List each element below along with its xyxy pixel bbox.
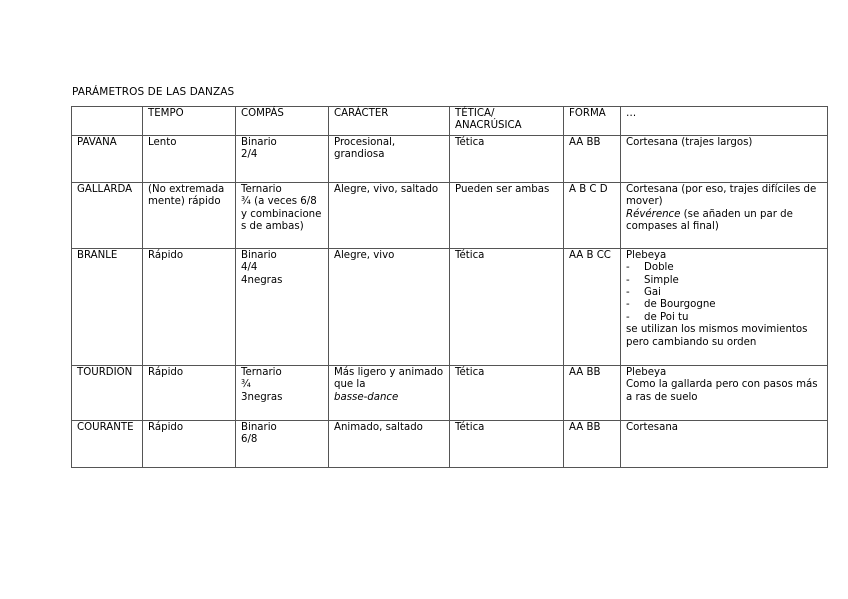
basse-dance-term: basse-dance	[334, 391, 399, 403]
compas-line: Binario	[241, 421, 277, 433]
list-dash: -	[626, 262, 630, 274]
table-row	[72, 248, 828, 365]
compas-cell	[236, 135, 329, 182]
caracter-cell	[329, 365, 450, 420]
tetica-cell: Tética	[450, 135, 564, 182]
compas-line: 3negras	[241, 391, 283, 403]
caracter-text: Más ligero y animado que la	[334, 366, 444, 391]
forma-cell: AA B CC	[564, 248, 621, 365]
notes-line: Plebeya	[626, 249, 667, 261]
table-row	[72, 135, 828, 182]
header-cell-tempo: TEMPO	[143, 107, 236, 136]
notes-line: se utilizan los mismos movimientos pero cambiando su orden	[626, 324, 808, 348]
compas-cell	[236, 365, 329, 420]
forma-cell: AA BB	[564, 365, 621, 420]
notes-line: Cortesana (por eso, trajes difíciles de mover)	[626, 183, 817, 208]
notes-line: Plebeya	[626, 366, 667, 378]
forma-cell: AA BB	[564, 420, 621, 467]
list-item: - Gai	[626, 287, 661, 299]
header-cell-compas: COMPÁS	[236, 107, 329, 136]
list-dash: -	[626, 299, 630, 311]
compas-line: Binario	[241, 249, 277, 261]
list-dash: -	[626, 274, 630, 286]
notes-cell: Cortesana	[621, 420, 828, 467]
reverence-term: Révérence	[626, 208, 681, 220]
compas-cell	[236, 182, 329, 248]
dance-name: PAVANA	[72, 135, 143, 182]
tempo-cell: Lento	[143, 135, 236, 182]
tetica-cell: Pueden ser ambas	[450, 182, 564, 248]
compas-line: ¾ (a veces 6/8 y combinaciones de ambas)	[241, 196, 322, 233]
list-dash: -	[626, 311, 630, 323]
forma-cell: AA BB	[564, 135, 621, 182]
forma-cell: A B C D	[564, 182, 621, 248]
header-cell-empty	[72, 107, 143, 136]
notes-text: (se añaden un par de compases al final)	[626, 208, 793, 233]
compas-line: Ternario	[241, 366, 282, 378]
caracter-cell: Alegre, vivo, saltado	[329, 182, 450, 248]
tempo-cell: Rápido	[143, 365, 236, 420]
notes-line: Como la gallarda pero con pasos más a ras de suelo	[626, 379, 818, 403]
list-item: - de Bourgogne	[626, 299, 716, 311]
caracter-cell: Animado, saltado	[329, 420, 450, 467]
compas-line: ¾	[241, 379, 251, 391]
list-dash: -	[626, 287, 630, 299]
header-cell-more: …	[621, 107, 828, 136]
header-cell-forma: FORMA	[564, 107, 621, 136]
table-row	[72, 182, 828, 248]
dance-name: BRANLE	[72, 248, 143, 365]
dance-name: GALLARDA	[72, 182, 143, 248]
notes-cell	[621, 182, 828, 248]
notes-cell	[621, 248, 828, 365]
tempo-cell: Rápido	[143, 248, 236, 365]
compas-line: 4negras	[241, 274, 283, 286]
compas-line: Binario	[241, 136, 277, 148]
compas-line: 4/4	[241, 262, 258, 274]
tempo-cell: Rápido	[143, 420, 236, 467]
notes-cell	[621, 365, 828, 420]
table-row	[72, 420, 828, 467]
header-cell-tetica: TÉTICA/ ANACRÚSICA	[450, 107, 564, 136]
caracter-cell: Procesional, grandiosa	[329, 135, 450, 182]
compas-cell	[236, 248, 329, 365]
compas-cell	[236, 420, 329, 467]
tempo-cell: (No extremadamente) rápido	[143, 182, 236, 248]
table-row	[72, 365, 828, 420]
tetica-cell: Tética	[450, 420, 564, 467]
caracter-cell: Alegre, vivo	[329, 248, 450, 365]
tetica-cell: Tética	[450, 248, 564, 365]
header-row	[72, 107, 828, 136]
list-item: - Simple	[626, 274, 679, 286]
dance-name: TOURDION	[72, 365, 143, 420]
page-title: PARÁMETROS DE LAS DANZAS	[72, 86, 235, 98]
compas-line: 2/4	[241, 149, 258, 161]
compas-line: 6/8	[241, 434, 258, 446]
branle-types-list	[626, 262, 822, 324]
list-item: - Doble	[626, 262, 674, 274]
notes-cell: Cortesana (trajes largos)	[621, 135, 828, 182]
header-cell-caracter: CARÁCTER	[329, 107, 450, 136]
tetica-cell: Tética	[450, 365, 564, 420]
dance-name: COURANTE	[72, 420, 143, 467]
dance-parameters-table	[71, 106, 828, 468]
list-item: - de Poi tu	[626, 311, 689, 323]
compas-line: Ternario	[241, 183, 282, 195]
